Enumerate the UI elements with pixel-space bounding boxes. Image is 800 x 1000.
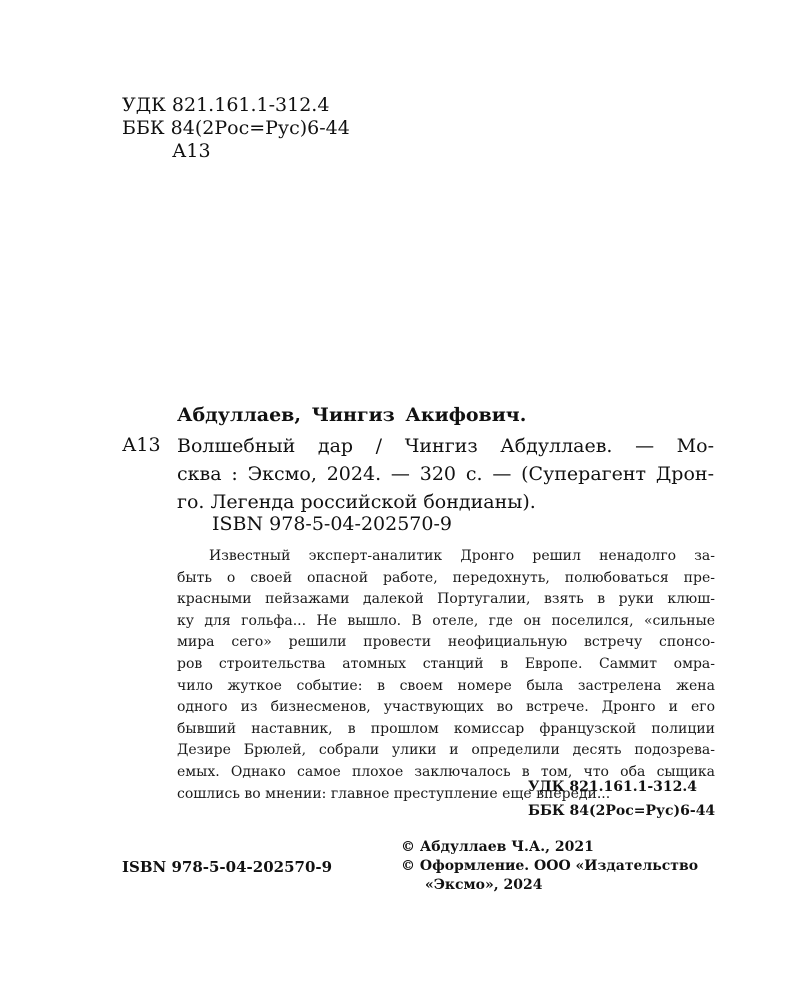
annotation-line: емых. Однако самое плохое заключалось в том, что оба сыщика	[177, 763, 715, 780]
annotation-line: сошлись во мнении: главное преступление еще впереди...	[177, 785, 611, 802]
annotation-line: чило жуткое событие: в своем номере была застрелена жена	[177, 677, 715, 694]
biblio-line: Волшебный дар / Чингиз Абдуллаев. — Мо-	[177, 435, 714, 457]
copyright-author: © Абдуллаев Ч.А., 2021	[401, 839, 594, 855]
top-classification-codes	[122, 94, 350, 163]
bottom-classification-codes	[528, 775, 715, 823]
copyright-design: © Оформление. ООО «Издательство	[401, 858, 699, 874]
annotation-line: ку для гольфа... Не вышло. В отеле, где он поселился, «сильные	[177, 612, 715, 629]
biblio-line: сква : Эксмо, 2024. — 320 с. — (Суперагент Дрон-	[177, 463, 714, 485]
author-mark-left: А13	[122, 434, 161, 456]
udk-code-bottom: УДК 821.161.1-312.4	[528, 779, 698, 795]
bbk-code: ББК 84(2Рос=Рус)6-44	[122, 117, 350, 139]
udk-code: УДК 821.161.1-312.4	[122, 94, 330, 116]
annotation-line: бывший наставник, в прошлом комиссар французской полиции	[177, 720, 715, 737]
annotation-line: ров строительства атомных станций в Европе. Саммит омра-	[177, 655, 715, 672]
copyright-design-cont: «Эксмо», 2024	[425, 877, 543, 893]
annotation	[177, 546, 715, 805]
copyright-block	[401, 838, 698, 895]
bibliographic-description	[177, 432, 714, 516]
annotation-line: красными пейзажами далекой Португалии, взять в руки клюш-	[177, 591, 715, 608]
author-mark: А13	[172, 140, 211, 162]
annotation-line: быть о своей опасной работе, передохнуть, полюбоваться пре-	[177, 569, 715, 586]
isbn-main: ISBN 978-5-04-202570-9	[212, 513, 452, 535]
author-heading: Абдуллаев, Чингиз Акифович.	[177, 404, 527, 426]
annotation-line: Дезире Брюлей, собрали улики и определили десять подозрева-	[177, 742, 715, 759]
annotation-line: одного из бизнесменов, участвующих во встрече. Дронго и его	[177, 699, 715, 716]
isbn-bottom: ISBN 978-5-04-202570-9	[122, 858, 333, 876]
bbk-code-bottom: ББК 84(2Рос=Рус)6-44	[528, 803, 716, 819]
annotation-line: Известный эксперт-аналитик Дронго решил ненадолго за-	[209, 548, 715, 564]
annotation-line: мира сего» решили провести неофициальную встречу спонсо-	[177, 634, 715, 651]
biblio-line: го. Легенда российской бондианы).	[177, 491, 536, 513]
